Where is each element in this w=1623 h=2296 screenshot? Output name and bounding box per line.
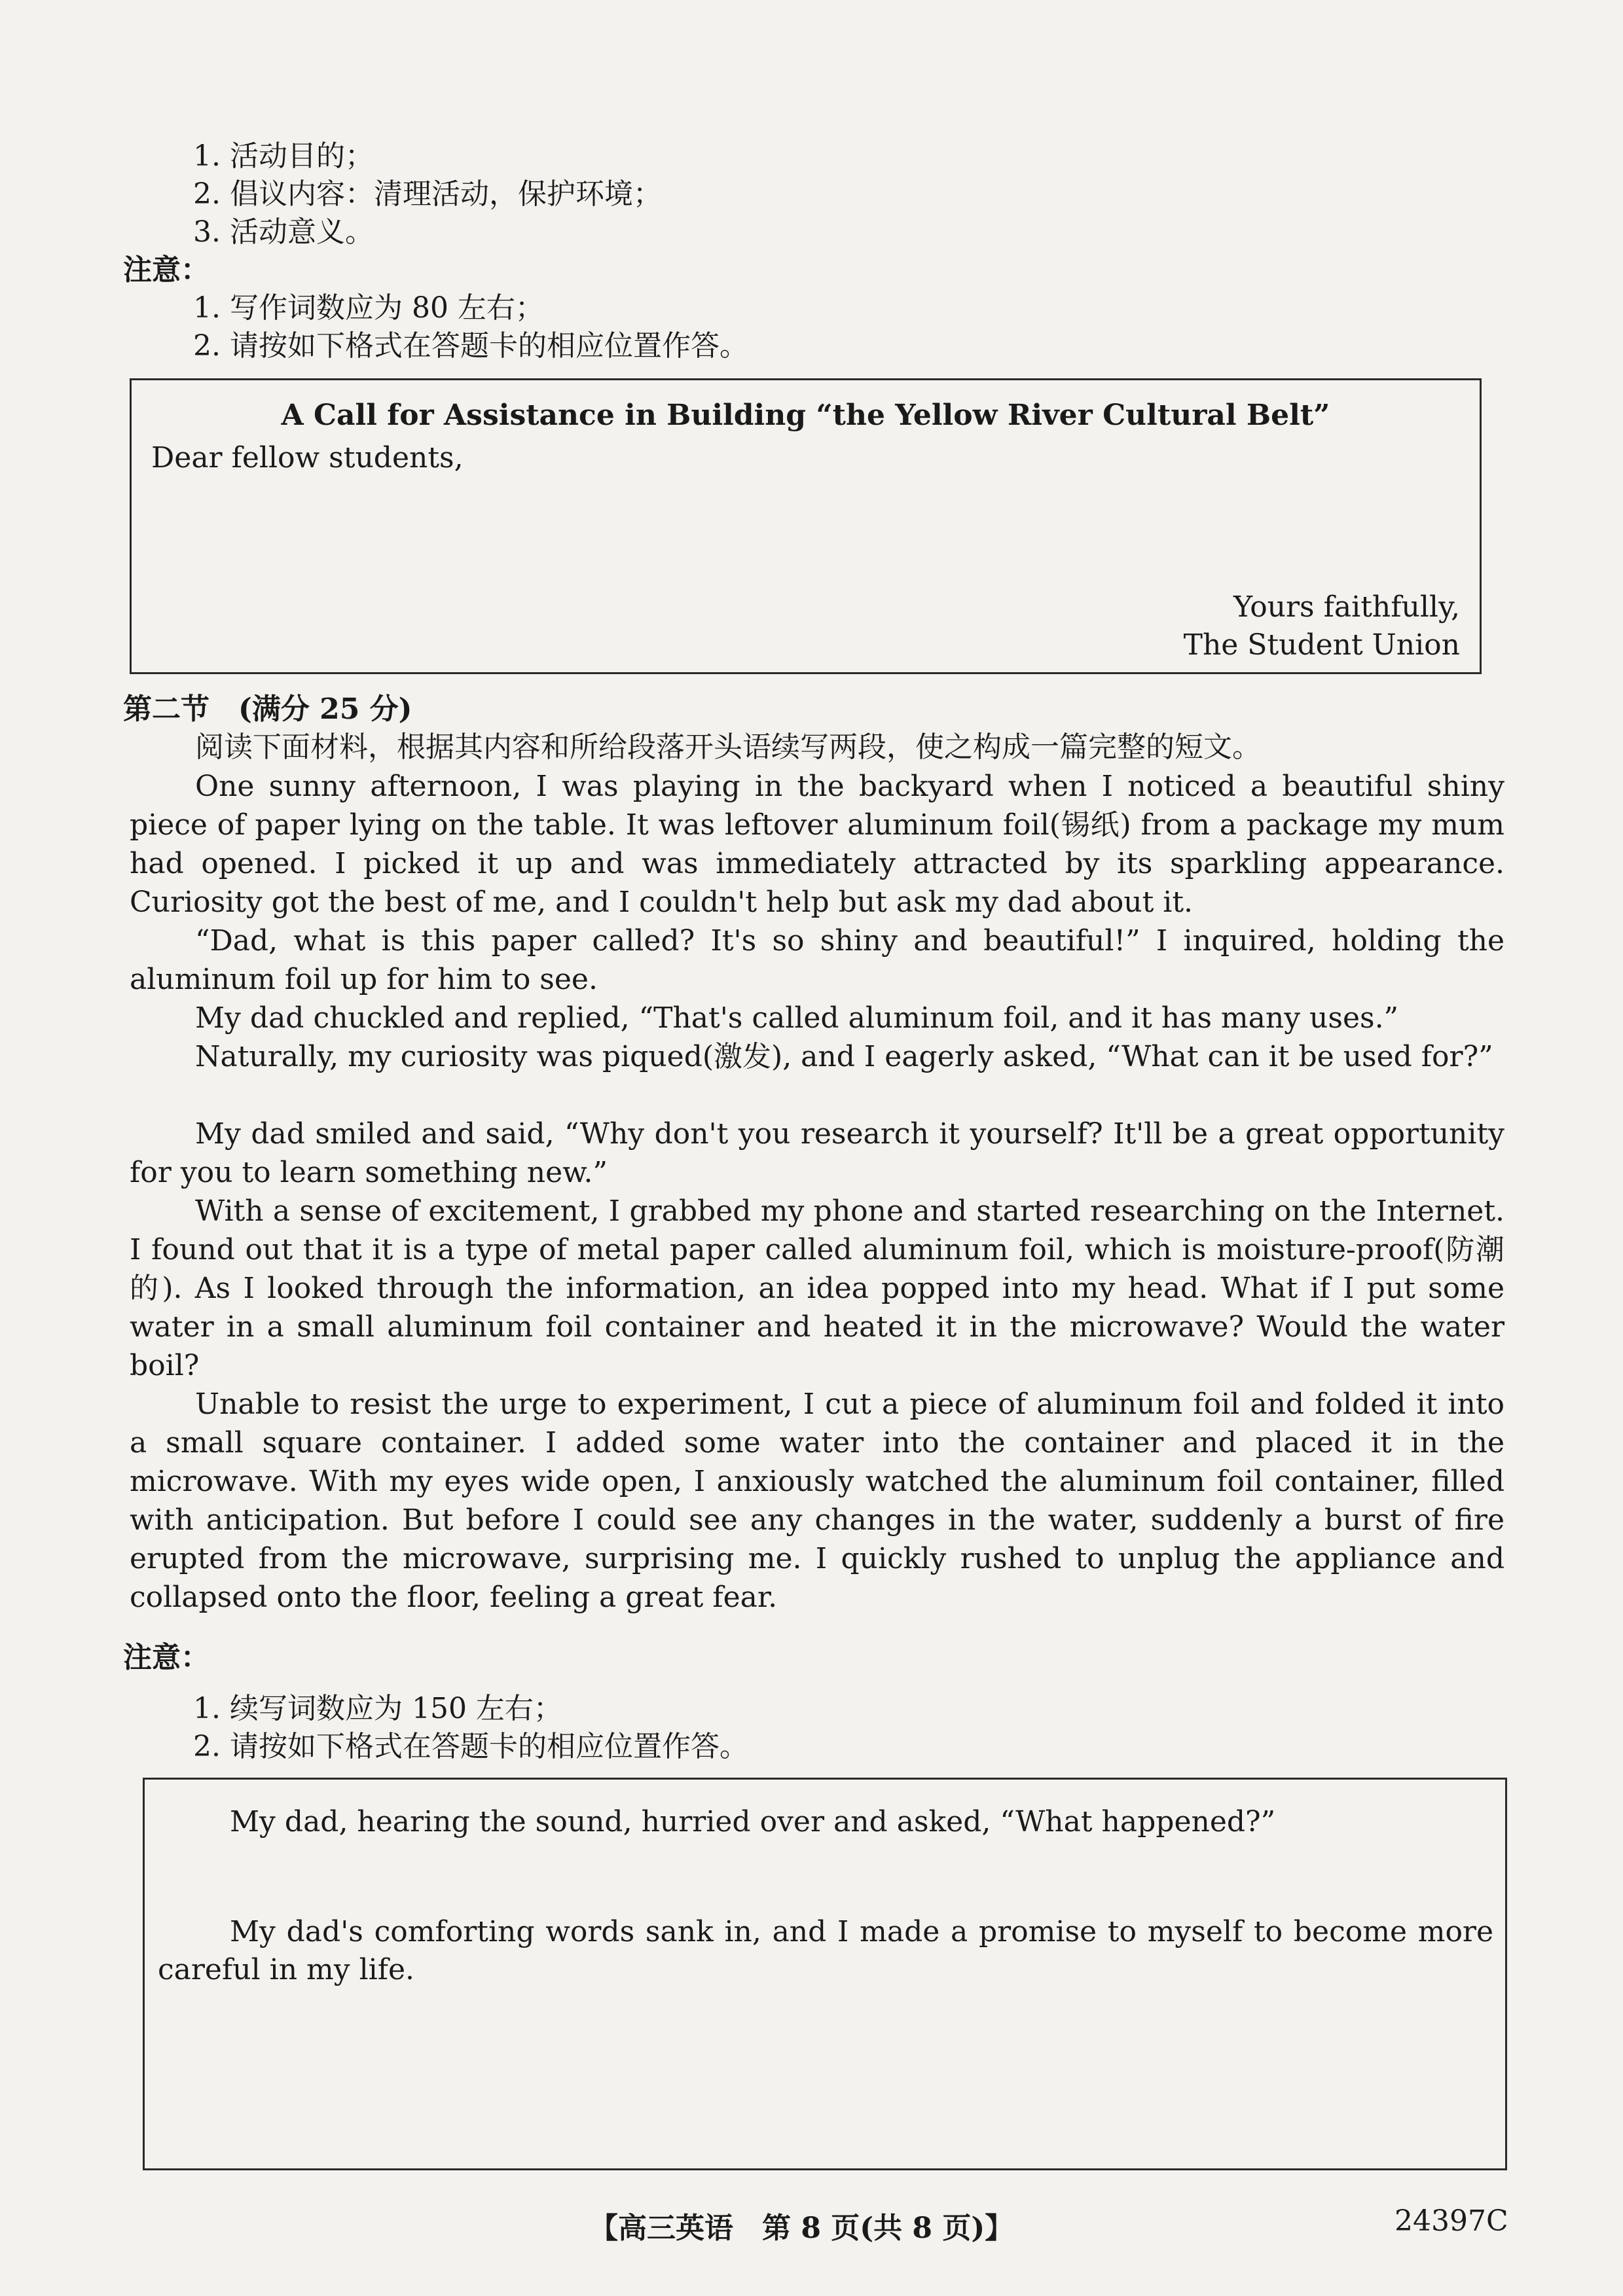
story-paragraph: Unable to resist the urge to experiment, I cut a piece of aluminum foil and folded it into a small square container. I added some water into the container and placed it in the microwave. With my eyes wide open, I anxiously watched the aluminum foil container, filled with anticipation. But before I could see any changes in the water, suddenly a burst of fire erupted from the microwave, surprising me. I quickly rushed to unplug the appliance and collapsed onto the floor, feeling a great fear. xyxy=(130,1388,1504,1614)
requirement-item: 2. 倡议内容：清理活动，保护环境； xyxy=(193,177,662,211)
writing-box xyxy=(130,378,1482,674)
requirement-item: 3. 活动意义。 xyxy=(193,215,374,249)
continuation-opening-2: My dad's comforting words sank in, and I made a promise to myself to become more careful in my life. xyxy=(158,1915,1493,1986)
note-item: 2. 请按如下格式在答题卡的相应位置作答。 xyxy=(193,1730,748,1763)
salutation: Dear fellow students, xyxy=(151,441,464,475)
note-label: 注意： xyxy=(123,253,210,287)
story-paragraph: Naturally, my curiosity was piqued(激发), and I eagerly asked, “What can it be used for?” xyxy=(195,1040,1493,1073)
story-paragraph: My dad smiled and said, “Why don't you research it yourself? It'll be a great opportunity for you to learn something new.” xyxy=(130,1117,1504,1189)
paper-code: 24397C xyxy=(1395,2204,1508,2238)
page-footer: 【高三英语 第 8 页(共 8 页)】 xyxy=(589,2212,1014,2245)
continuation-opening-1: My dad, hearing the sound, hurried over and asked, “What happened?” xyxy=(230,1805,1276,1839)
note-item: 2. 请按如下格式在答题卡的相应位置作答。 xyxy=(193,329,748,363)
section-heading: 第二节 (满分 25 分) xyxy=(123,692,412,726)
note-label: 注意： xyxy=(123,1641,210,1674)
instruction: 阅读下面材料，根据其内容和所给段落开头语续写两段，使之构成一篇完整的短文。 xyxy=(195,730,1261,764)
story-paragraph: “Dad, what is this paper called? It's so shiny and beautiful!” I inquired, holding the aluminum foil up for him to see. xyxy=(130,924,1504,996)
requirement-item: 1. 活动目的； xyxy=(193,139,374,173)
story-paragraph: My dad chuckled and replied, “That's called aluminum foil, and it has many uses.” xyxy=(195,1001,1399,1035)
closing: Yours faithfully, xyxy=(1233,590,1460,624)
story-paragraph: With a sense of excitement, I grabbed my phone and started researching on the Internet. I found out that it is a type of metal paper called aluminum foil, which is moisture-proof(防潮的). As I looked through the information, an idea popped into my head. What if I put some water in a small aluminum foil container and heated it in the microwave? Would the water boil? xyxy=(130,1194,1504,1382)
continuation-box xyxy=(143,1778,1507,2170)
note-item: 1. 续写词数应为 150 左右； xyxy=(193,1692,562,1725)
writing-title: A Call for Assistance in Building “the Yellow River Cultural Belt” xyxy=(281,399,1330,432)
note-item: 1. 写作词数应为 80 左右； xyxy=(193,291,544,325)
story-paragraph: One sunny afternoon, I was playing in the backyard when I noticed a beautiful shiny piece of paper lying on the table. It was leftover aluminum foil(锡纸) from a package my mum had opened. I picked it up and was immediately attracted by its sparkling appearance. Curiosity got the best of me, and I couldn't help but ask my dad about it. xyxy=(130,770,1504,919)
signature: The Student Union xyxy=(1183,628,1460,662)
